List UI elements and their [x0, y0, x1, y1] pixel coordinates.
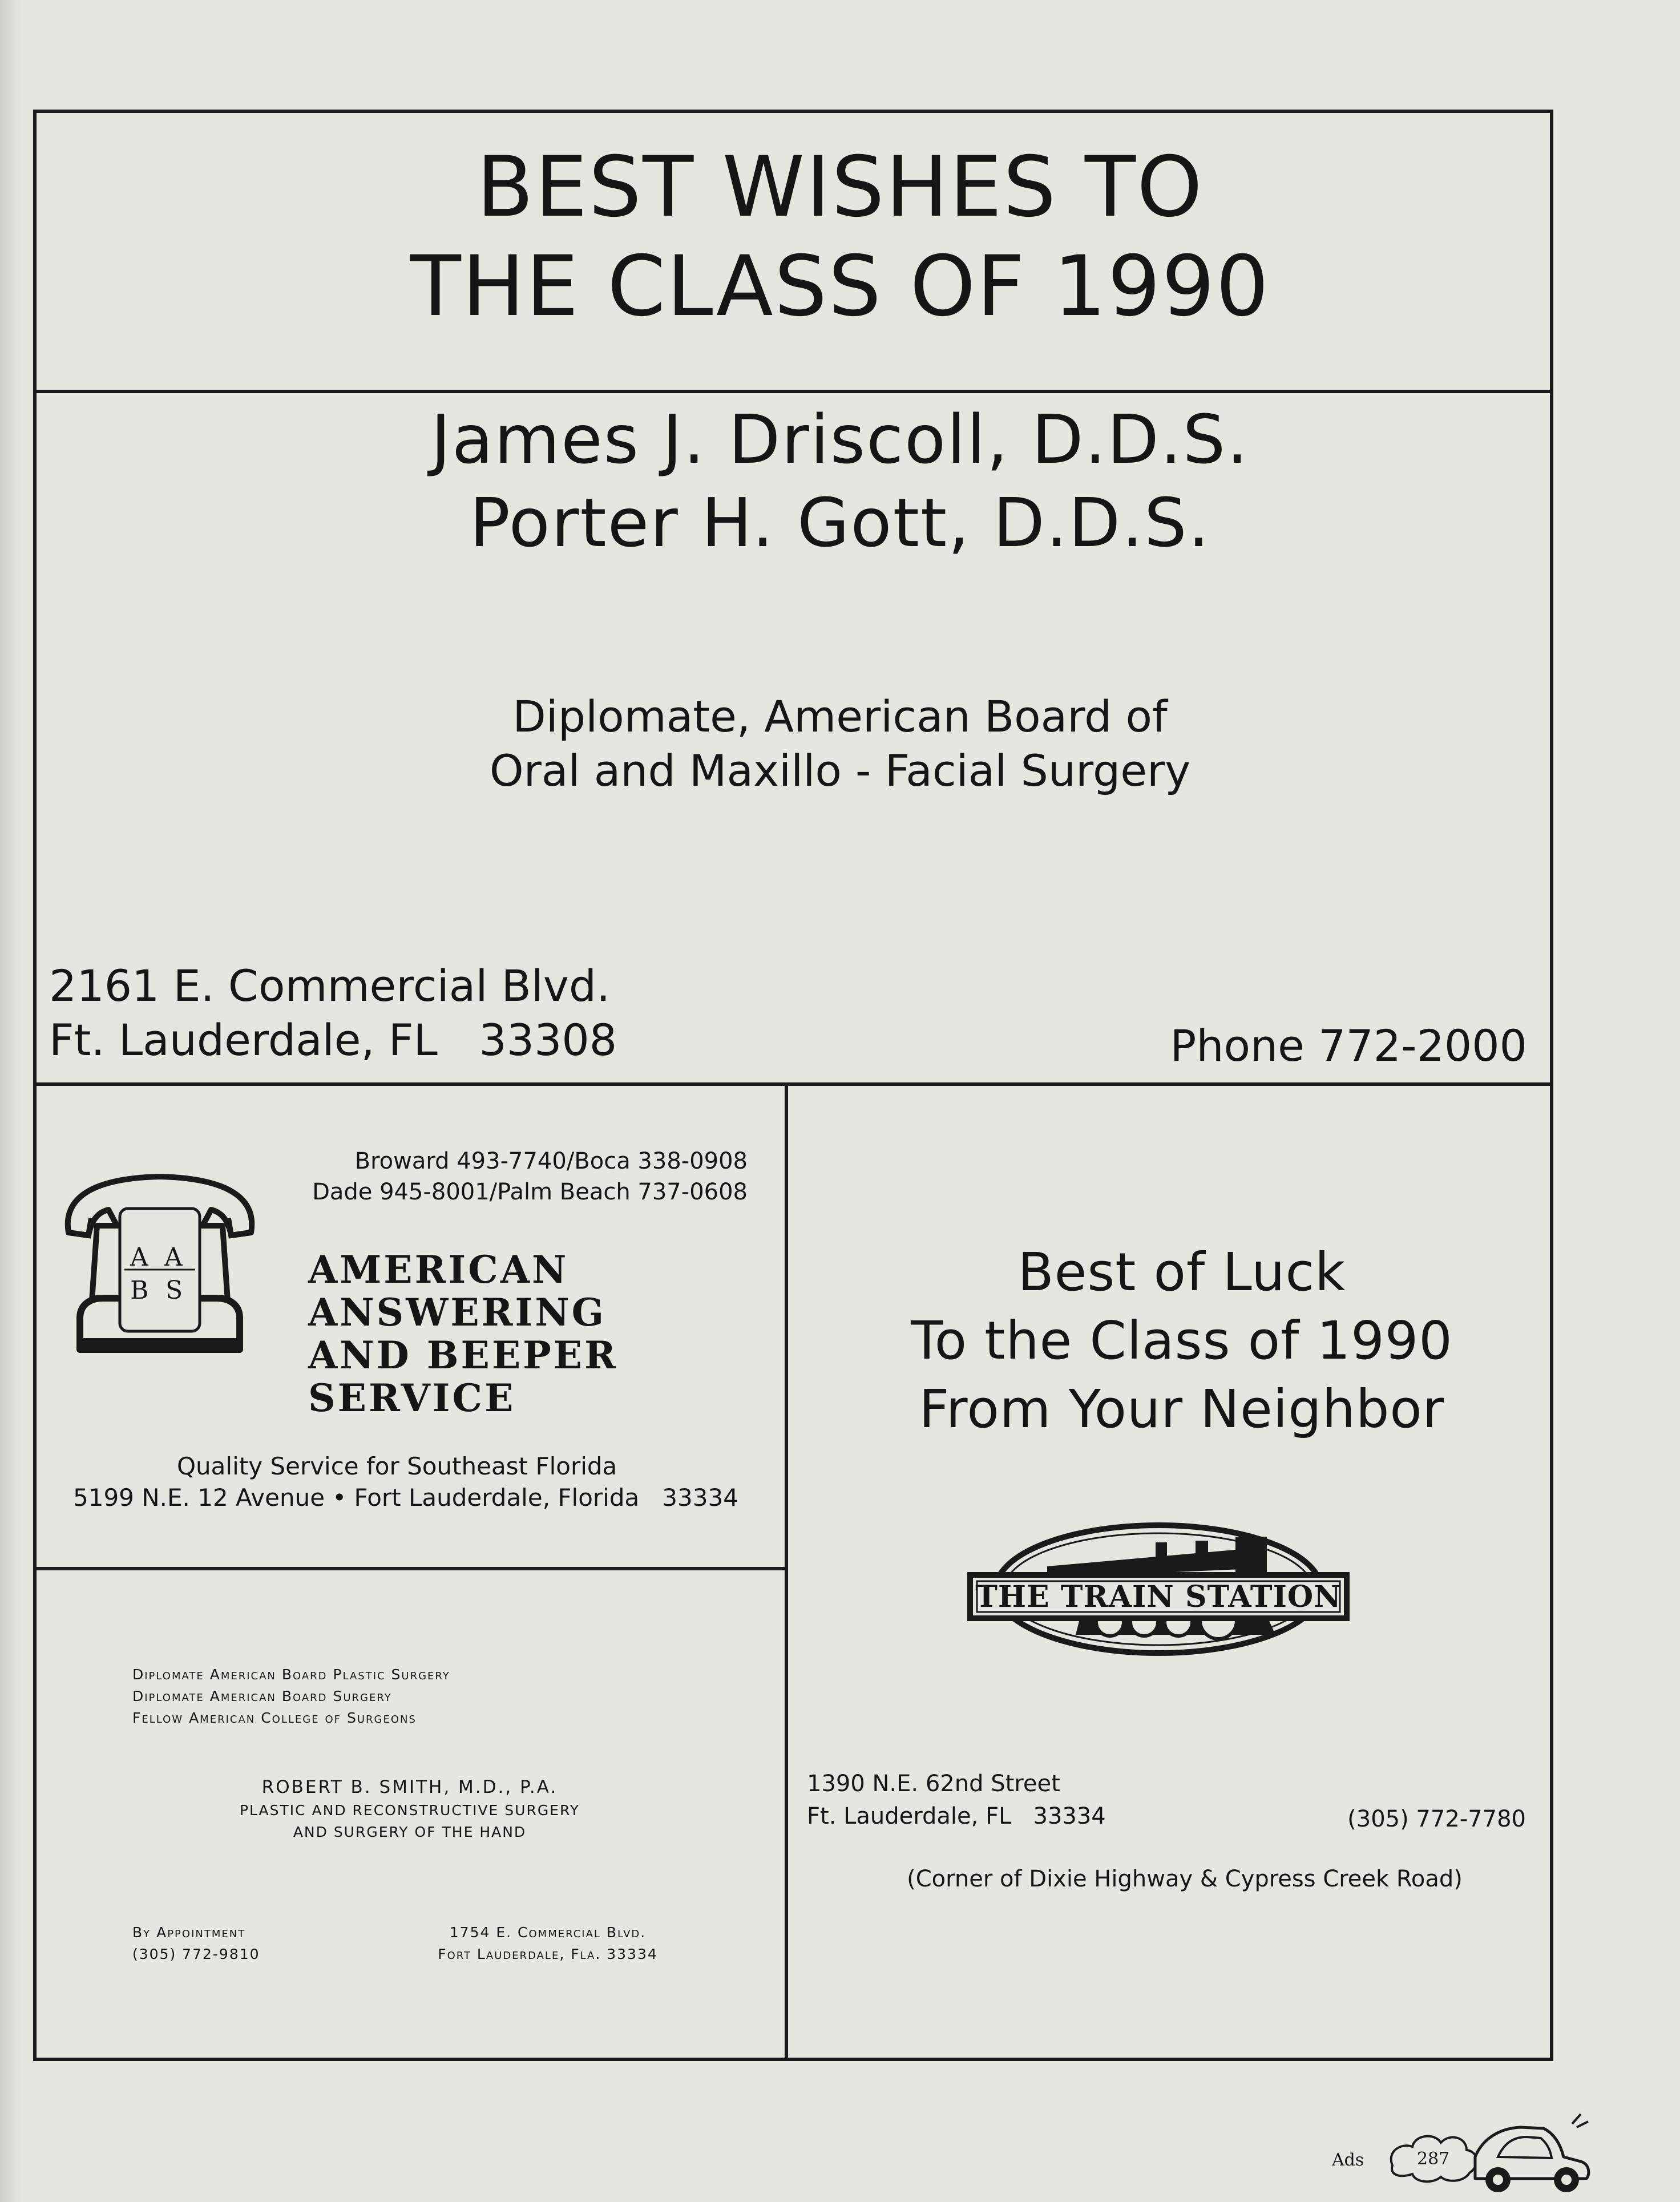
smith-appointment: By Appointment	[132, 1924, 246, 1941]
divider-header	[33, 390, 1553, 393]
smith-address-line-1: 1754 E. Commercial Blvd.	[449, 1924, 647, 1941]
dentist-address-line-1: 2161 E. Commercial Blvd.	[49, 960, 611, 1011]
smith-phone: (305) 772-9810	[132, 1946, 260, 1962]
train-station-logo	[967, 1521, 1350, 1658]
train-address-line-2: Ft. Lauderdale, FL 33334	[807, 1803, 1106, 1829]
dentist-diplomate-line-2: Oral and Maxillo - Facial Surgery	[489, 745, 1191, 796]
train-directions: (Corner of Dixie Highway & Cypress Creek Road)	[907, 1866, 1463, 1892]
smith-specialty-line-1: PLASTIC AND RECONSTRUCTIVE SURGERY	[239, 1802, 580, 1819]
train-station-greeting	[788, 1238, 1576, 1444]
dentist-name-1: James J. Driscoll, D.D.S.	[431, 400, 1249, 479]
logo-letter-b: B	[130, 1276, 149, 1305]
divider-vertical	[785, 1082, 788, 2061]
divider-dentists	[33, 1082, 1553, 1086]
footer-car-icon	[1384, 2111, 1601, 2197]
smith-name: ROBERT B. SMITH, M.D., P.A.	[261, 1777, 558, 1797]
greeting-line-3: From Your Neighbor	[919, 1379, 1445, 1440]
answering-name-line-1: AMERICAN	[308, 1247, 569, 1292]
smith-block	[33, 1775, 786, 1843]
smith-address-line-2: Fort Lauderdale, Fla. 33334	[438, 1946, 658, 1962]
answering-tagline: Quality Service for Southeast Florida	[177, 1452, 617, 1480]
smith-credentials	[132, 1664, 450, 1729]
answering-phone-line-1: Broward 493-7740/Boca 338-0908	[354, 1148, 748, 1174]
logo-letter-a1: A	[130, 1243, 148, 1272]
train-station-logo-text: THE TRAIN STATION	[975, 1579, 1342, 1614]
logo-letter-a2: A	[164, 1243, 183, 1272]
smith-appointment-block	[132, 1922, 260, 1965]
train-phone: (305) 772-7780	[1347, 1806, 1526, 1832]
header-line-1: BEST WISHES TO	[476, 139, 1204, 236]
answering-phone-line-2: Dade 945-8001/Palm Beach 737-0608	[312, 1179, 748, 1205]
answering-name-line-2: ANSWERING	[308, 1290, 607, 1335]
answering-name-line-3: AND BEEPER	[308, 1333, 618, 1377]
footer-section-label: Ads	[1332, 2150, 1364, 2170]
smith-address-block	[394, 1922, 702, 1965]
divider-left-ads	[33, 1567, 786, 1570]
dentist-address-line-2: Ft. Lauderdale, FL 33308	[49, 1015, 617, 1065]
greeting-line-1: Best of Luck	[1017, 1242, 1346, 1303]
train-address-line-1: 1390 N.E. 62nd Street	[807, 1771, 1060, 1797]
header-line-2: THE CLASS OF 1990	[410, 238, 1270, 335]
answering-name-line-4: SERVICE	[308, 1376, 516, 1420]
smith-credential-3: Fellow American College of Surgeons	[132, 1710, 417, 1726]
answering-service-name	[308, 1249, 618, 1420]
smith-credential-1: Diplomate American Board Plastic Surgery	[132, 1666, 450, 1683]
answering-address: 5199 N.E. 12 Avenue • Fort Lauderdale, Florida 33334	[73, 1484, 738, 1512]
telephone-logo-icon	[57, 1164, 262, 1358]
dentist-name-2: Porter H. Gott, D.D.S.	[469, 483, 1211, 562]
smith-specialty-line-2: AND SURGERY OF THE HAND	[293, 1824, 527, 1840]
greeting-line-2: To the Class of 1990	[911, 1310, 1453, 1371]
dentist-phone: Phone 772-2000	[1170, 1020, 1527, 1071]
logo-letter-s: S	[165, 1276, 183, 1305]
smith-credential-2: Diplomate American Board Surgery	[132, 1688, 392, 1704]
footer-page-number: 287	[1417, 2149, 1450, 2169]
dentist-diplomate-line-1: Diplomate, American Board of	[512, 691, 1168, 742]
